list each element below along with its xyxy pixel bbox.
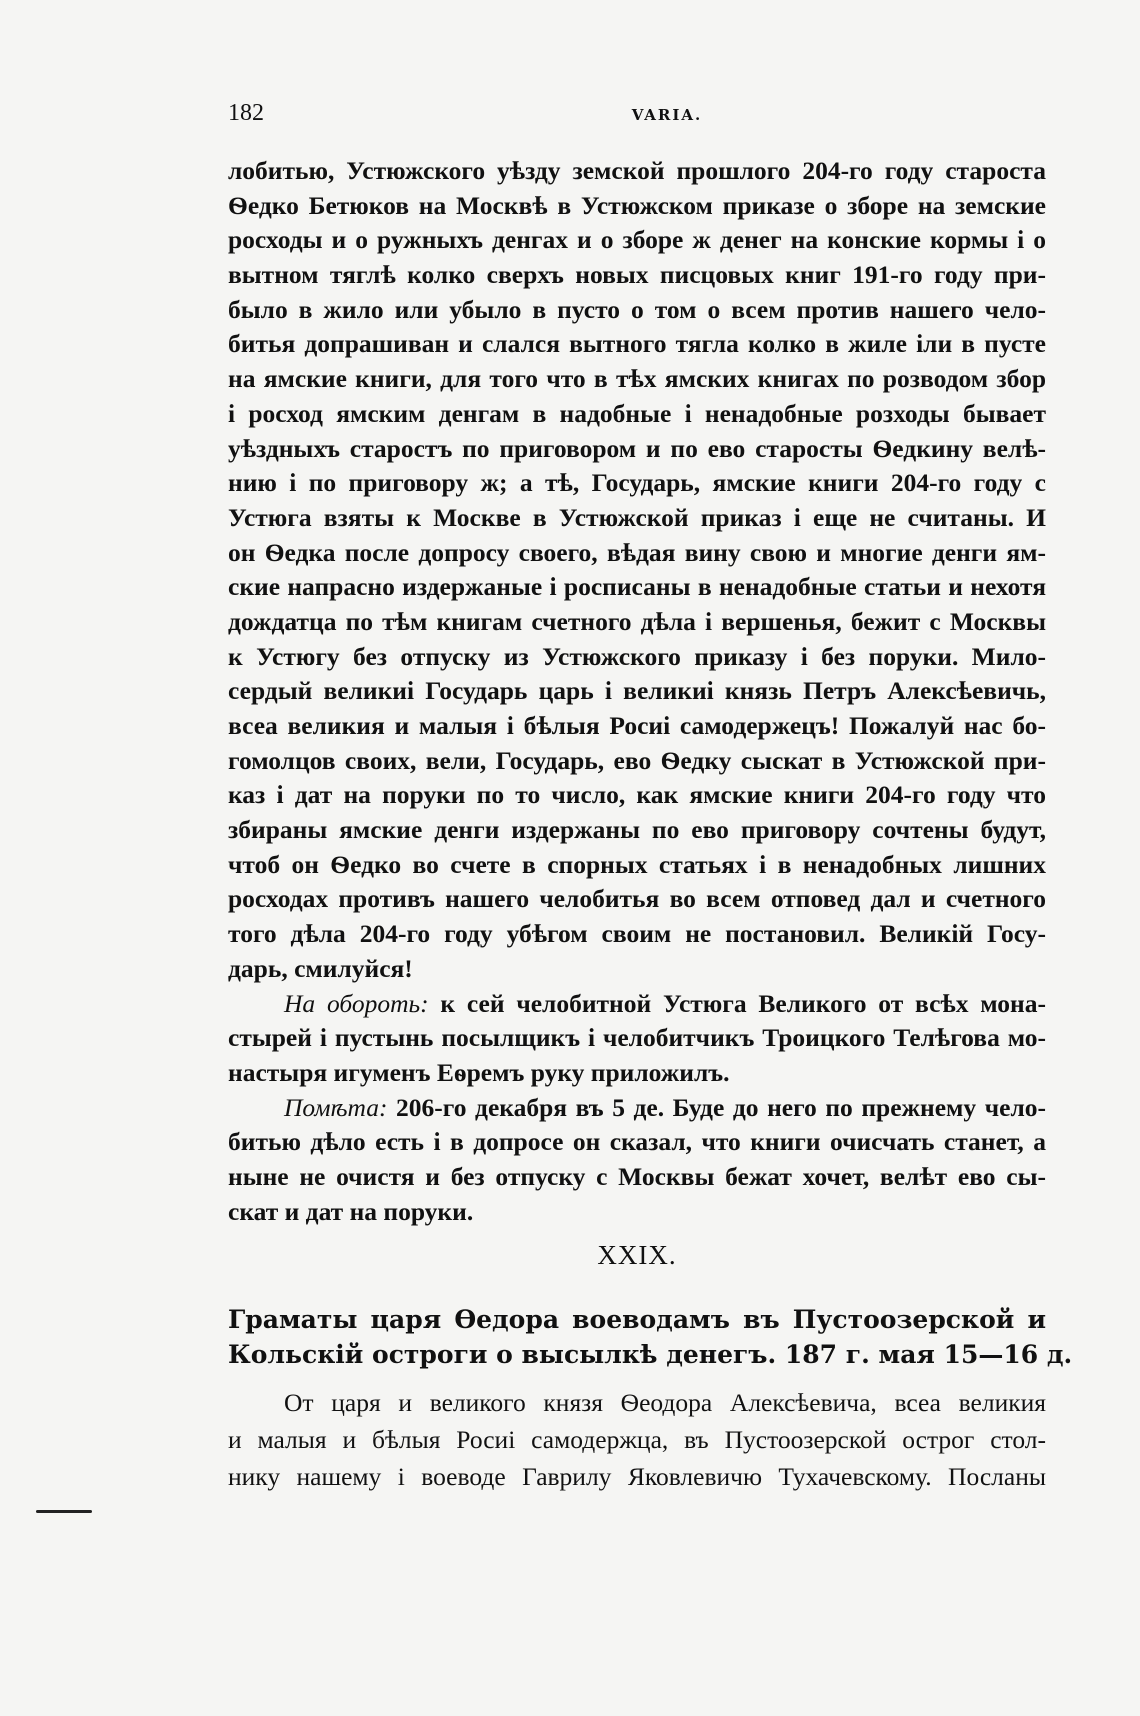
text-line: і росход ямским денгам в надобные і ненадобные розходы бывает — [228, 398, 1046, 428]
text-line: битья допрашиван и слался вытного тягла колко в жиле іли в пусте — [228, 329, 1046, 359]
text-line-last: дарь, смилуйся! — [228, 953, 413, 983]
text-line: битью дѣло есть і в допросе он сказал, что книги очисчать станет, а — [228, 1127, 1046, 1157]
text-line: скат и дат на поруки. — [228, 1196, 474, 1226]
body-lines — [228, 154, 1046, 952]
text-line: к Устюгу без отпуску из Устюжского приказу і без поруки. Мило- — [228, 641, 1046, 671]
text-line: всеа великия и малыя і бѣлыя Росиі самодержецъ! Пожалуй нас бо- — [228, 711, 1046, 740]
note-text: 206-го декабря въ 5 де. Буде до него по прежнему чело- — [396, 1092, 1046, 1122]
text-line: уѣздныхъ старостъ по приговором и по ево старосты Ѳедкину велѣ- — [228, 433, 1046, 463]
text-line: сердый великиі Государь царь і великиі князь Петръ Алексѣевичь, — [228, 676, 1046, 706]
text-line: он Ѳедка после допросу своего, вѣдая вину свою и многие денги ям- — [228, 537, 1046, 567]
text-line: стырей і пустынь посылщикъ і челобитчикъ Троицкого Телѣгова мо- — [228, 1023, 1046, 1053]
note-label: Помѣта: — [284, 1092, 388, 1122]
text-line: росходах противъ нашего челобитья во всем отповед дал и счетного — [228, 884, 1046, 914]
reverse-text: к сей челобитной Устюга Великого от всѣх мона- — [440, 988, 1046, 1018]
text-line: на ямские книги, для того что в тѣх ямских книгах по розводом збор — [228, 364, 1046, 394]
note-line — [228, 1091, 1046, 1126]
text-line: ныне не очистя и без отпуску с Москвы бежат хочет, велѣт ево сы- — [228, 1161, 1046, 1191]
text-line: Устюга взяты к Москве в Устюжской приказ і еще не считаны. И — [228, 502, 1046, 532]
section-body-line: нику нашему і воеводе Гаврилу Яковлевичю Тухачевскому. Посланы — [228, 1462, 1046, 1491]
section-title — [228, 1300, 1073, 1369]
text-line: ские напрасно издержаные і росписаны в ненадобные статьи и нехотя — [228, 572, 1046, 602]
running-head: VARIA. — [631, 106, 703, 124]
text-line: вытном тяглѣ колко сверхъ новых писцовых книг 191-го году при- — [228, 260, 1046, 290]
text-line: росходы и о ружныхъ денгах и о зборе ж денег на конские кормы і о — [228, 225, 1046, 255]
section-body-line: и малыя и бѣлыя Росиі самодержца, въ Пустоозерской острог стол- — [228, 1425, 1046, 1454]
main-text-block — [228, 154, 1046, 1229]
reverse-note-line — [228, 987, 1046, 1022]
text-line: Ѳедко Бетюков на Москвѣ в Устюжском приказе о зборе на земские — [228, 190, 1046, 220]
page-number: 182 — [228, 100, 264, 126]
text-line: настыря игуменъ Еѳремъ руку приложилъ. — [228, 1057, 730, 1087]
section-numeral: XXIX. — [597, 1240, 677, 1270]
text-line: лобитью, Устюжского уѣзду земской прошлого 204-го году староста — [228, 156, 1046, 185]
reverse-label: На обороть: — [284, 988, 429, 1018]
section-body-line: От царя и великого князя Ѳеодора Алексѣевича, всеа великия — [284, 1388, 1046, 1417]
section-title-line: Кольскій остроги о высылкѣ денегъ. 187 г. мая 15—16 д. — [228, 1339, 1073, 1369]
text-line: нию і по приговору ж; а тѣ, Государь, ямские книги 204-го году с — [228, 468, 1046, 498]
page-header — [228, 100, 1046, 130]
scan-mark — [36, 1510, 92, 1513]
text-line: было в жило или убыло в пусто о том о всем против нашего чело- — [228, 294, 1046, 324]
text-line: збираны ямские денги издержаны по ево приговору сочтены будут, — [228, 815, 1046, 845]
text-line: чтоб он Ѳедко во счете в спорных статьях і в ненадобных лишних — [228, 849, 1046, 879]
section-title-line: Граматы царя Ѳедора воеводамъ въ Пустоозерской и — [228, 1305, 1046, 1334]
text-line: того дѣла 204-го году убѣгом своим не постановил. Великій Госу- — [228, 919, 1046, 949]
text-line: каз і дат на поруки по то число, как ямские книги 204-го году что — [228, 780, 1046, 810]
text-line: гомолцов своих, вели, Государь, ево Ѳедку сыскат в Устюжской при- — [228, 745, 1046, 775]
text-line: дождатца по тѣм книгам счетного дѣла і вершенья, бежит с Москвы — [228, 606, 1046, 636]
section-body — [228, 1384, 1046, 1495]
